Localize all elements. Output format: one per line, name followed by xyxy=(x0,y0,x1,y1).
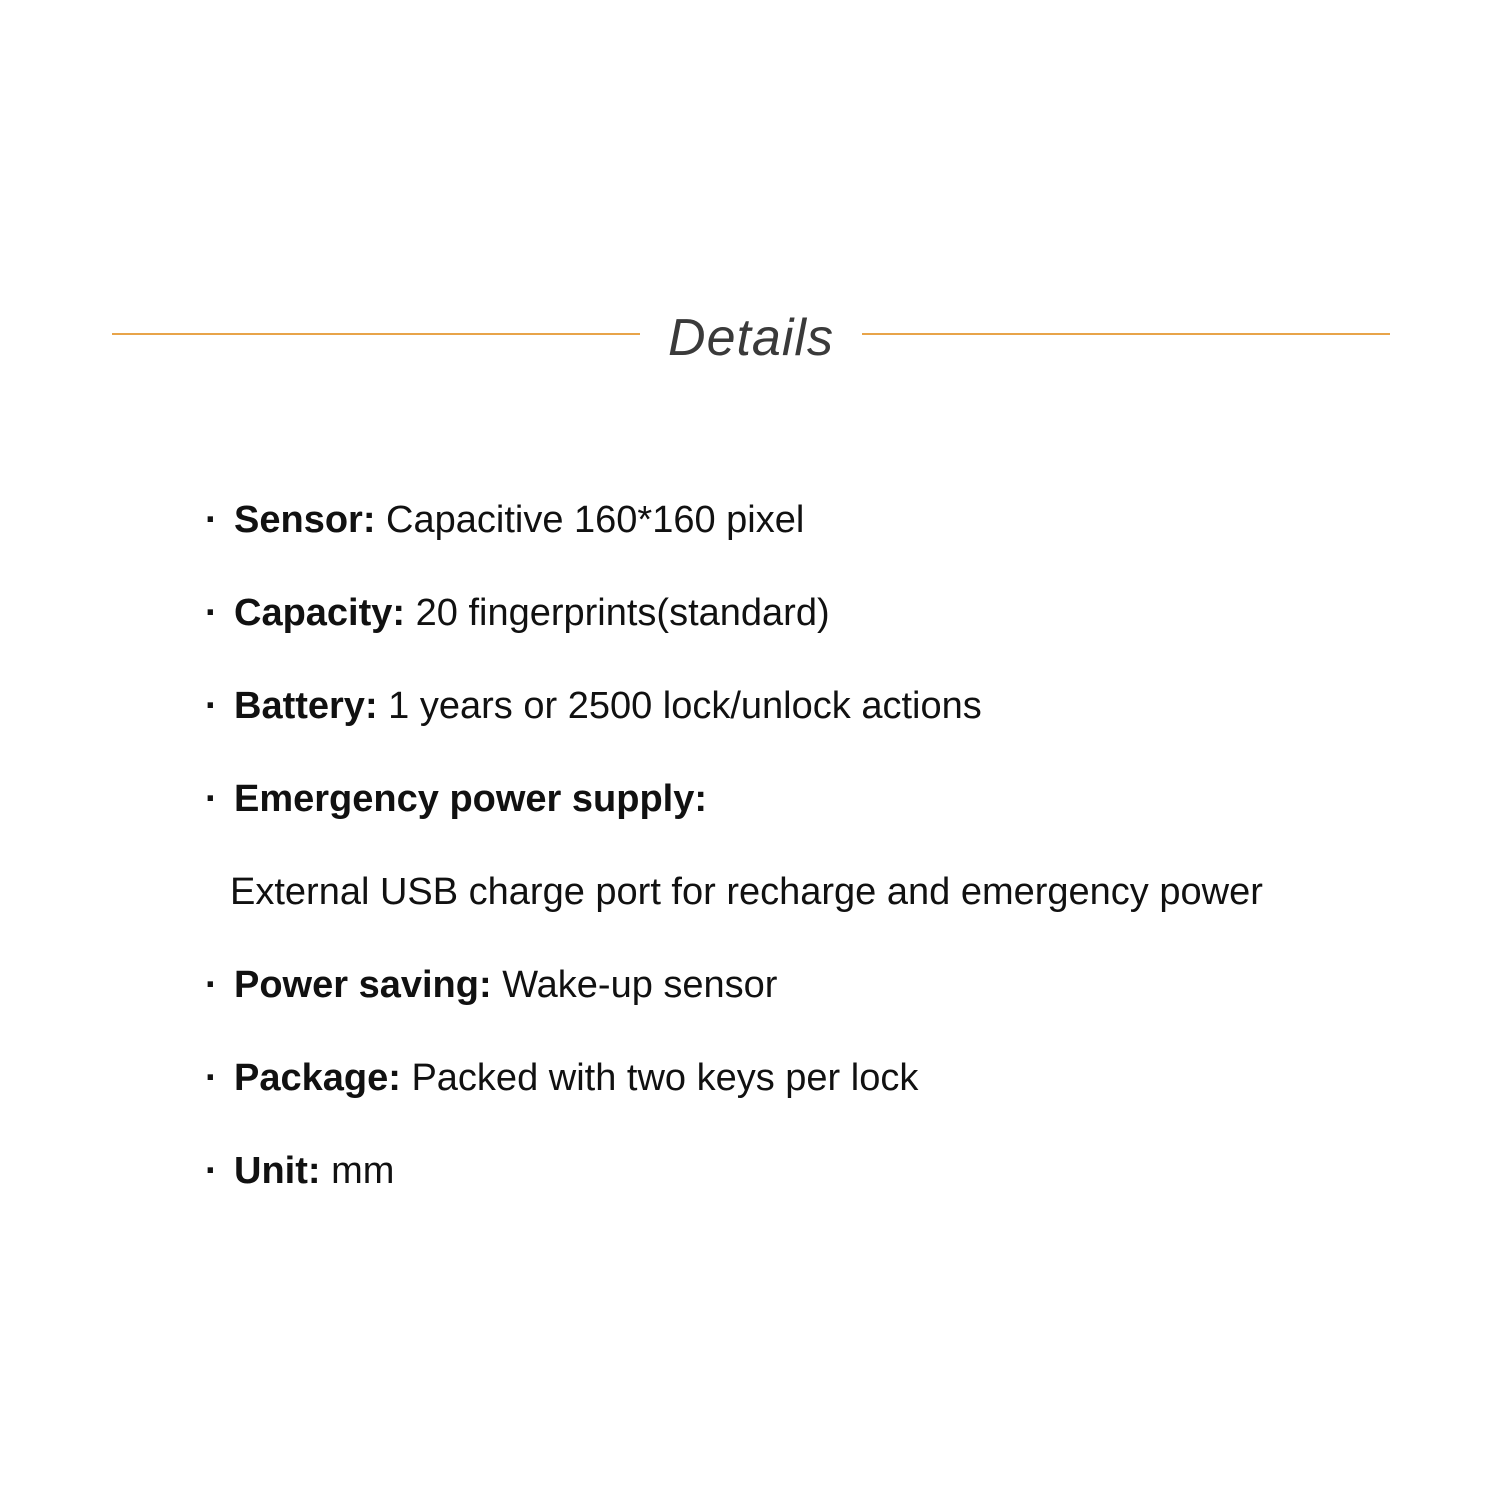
spec-value: 20 fingerprints(standard) xyxy=(415,592,830,634)
header-rule-right xyxy=(862,333,1390,335)
spec-label: Emergency power supply: xyxy=(234,778,708,820)
spec-value: mm xyxy=(331,1150,395,1192)
spec-label: Capacity: xyxy=(234,592,406,634)
spec-item-sensor xyxy=(205,490,1385,583)
spec-item-capacity xyxy=(205,583,1385,676)
spec-value: External USB charge port for recharge and emergency power xyxy=(230,871,1263,913)
spec-item-power-saving xyxy=(205,955,1385,1048)
bullet-icon: · xyxy=(205,778,218,820)
spec-item-battery xyxy=(205,676,1385,769)
spec-label: Battery: xyxy=(234,685,378,727)
bullet-icon: · xyxy=(205,499,218,541)
spec-label: Sensor: xyxy=(234,499,376,541)
spec-item-emergency-power xyxy=(205,769,1385,862)
spec-label: Power saving: xyxy=(234,964,492,1006)
bullet-icon: · xyxy=(205,964,218,1006)
spec-item-unit xyxy=(205,1141,1385,1234)
spec-label: Unit: xyxy=(234,1150,321,1192)
spec-item-package xyxy=(205,1048,1385,1141)
spec-list xyxy=(205,490,1385,1234)
spec-value: Wake-up sensor xyxy=(502,964,778,1006)
bullet-icon: · xyxy=(205,592,218,634)
page-title: Details xyxy=(668,309,834,367)
bullet-icon: · xyxy=(205,1057,218,1099)
spec-value: 1 years or 2500 lock/unlock actions xyxy=(388,685,982,727)
bullet-icon: · xyxy=(205,1150,218,1192)
bullet-icon: · xyxy=(205,685,218,727)
spec-label: Package: xyxy=(234,1057,401,1099)
spec-item-emergency-power-detail xyxy=(205,862,1385,955)
header-rule-left xyxy=(112,333,640,335)
details-header xyxy=(0,300,1500,376)
spec-value: Capacitive 160*160 pixel xyxy=(386,499,805,541)
spec-value: Packed with two keys per lock xyxy=(411,1057,919,1099)
